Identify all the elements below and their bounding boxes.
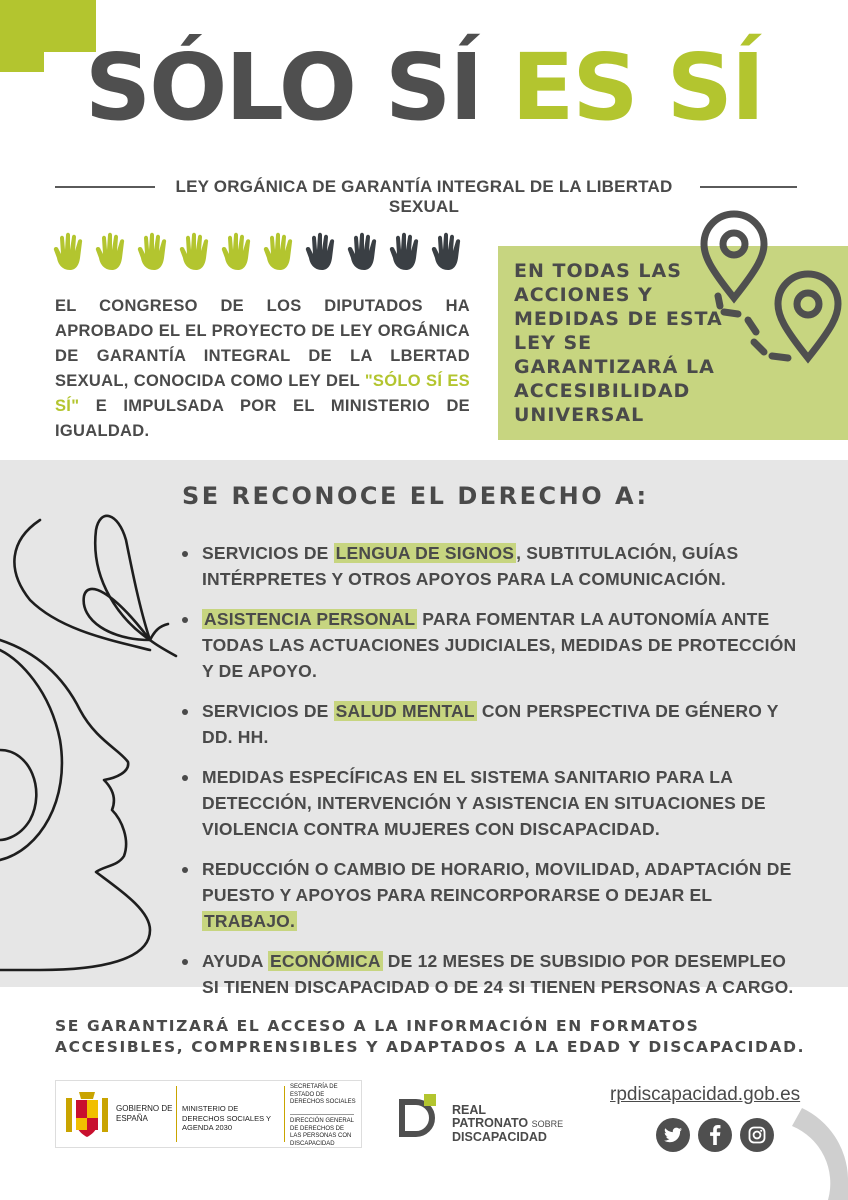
secretaria-label: SECRETARÍA DE ESTADO DE DERECHOS SOCIALES (290, 1084, 356, 1105)
hands-row (50, 232, 464, 272)
right-text: DE 12 MESES DE SUBSIDIO POR DESEMPLEO SI TIENEN DISCAPACIDAD O DE 24 SI TIENEN PERSONAS A CARGO. (202, 951, 794, 997)
right-item-economic-aid (182, 948, 802, 1000)
right-text: PARA FOMENTAR LA AUTONOMÍA ANTE TODAS LAS ACTUACIONES JUDICIALES, MEDIDAS DE PROTECCIÓN Y DE APOYO. (202, 609, 797, 681)
hand-icon (92, 232, 128, 272)
title-part-2: ES SÍ (511, 34, 764, 141)
right-highlight: TRABAJO. (204, 911, 296, 931)
hand-icon (344, 232, 380, 272)
right-text: CON PERSPECTIVA DE GÉNERO Y DD. HH. (202, 701, 779, 747)
right-text: , SUBTITULACIÓN, GUÍAS INTÉRPRETES Y OTROS APOYOS PARA LA COMUNICACIÓN. (202, 543, 739, 589)
website-link[interactable]: rpdiscapacidad.gob.es (610, 1084, 801, 1105)
logo-divider (176, 1086, 177, 1142)
intro-paragraph (55, 294, 470, 444)
intro-text-before: EL CONGRESO DE LOS DIPUTADOS HA APROBADO EL EL PROYECTO DE LEY ORGÁNICA DE GARANTÍA INTEGRAL DE LA LBERTAD SEXUAL, CONOCIDA COMO LEY DEL (55, 297, 470, 390)
coat-of-arms-icon (64, 1090, 110, 1140)
hand-icon (218, 232, 254, 272)
gobierno-label: GOBIERNO DE ESPAÑA (116, 1104, 173, 1123)
real-patronato-logo-icon (398, 1094, 442, 1140)
right-highlight: ECONÓMICA (270, 951, 381, 971)
right-text: MEDIDAS ESPECÍFICAS EN EL SISTEMA SANITARIO PARA LA DETECCIÓN, INTERVENCIÓN Y ASISTENCIA EN SITUACIONES DE VIOLENCIA CONTRA MUJERES CON DISCAPACIDAD. (202, 767, 766, 839)
hand-icon (428, 232, 464, 272)
title-part-1: SÓLO SÍ (84, 34, 482, 141)
twitter-icon[interactable] (656, 1118, 690, 1152)
intro-text-after: E IMPULSADA POR EL MINISTERIO DE IGUALDAD. (55, 397, 470, 440)
right-text: SERVICIOS DE (202, 543, 334, 563)
right-item-mental-health (182, 698, 802, 750)
right-highlight: LENGUA DE SIGNOS (335, 543, 515, 563)
rp-line-2: PATRONATO (452, 1116, 529, 1130)
right-text: SERVICIOS DE (202, 701, 334, 721)
hand-icon (134, 232, 170, 272)
ministerio-label: MINISTERIO DE DERECHOS SOCIALES Y AGENDA 2030 (182, 1104, 271, 1132)
logo-divider (284, 1086, 285, 1142)
hand-icon (302, 232, 338, 272)
real-patronato-name (452, 1104, 572, 1144)
direccion-label: DIRECCIÓN GENERAL DE DERECHOS DE LAS PERSONAS CON DISCAPACIDAD (290, 1118, 354, 1147)
rp-line-1: REAL (452, 1103, 487, 1117)
right-item-personal-assistance (182, 606, 802, 684)
facebook-icon[interactable] (698, 1118, 732, 1152)
accessibility-text: EN TODAS LAS ACCIONES Y MEDIDAS DE ESTA LEY SE GARANTIZARÁ LA ACCESIBILIDAD UNIVERSAL (514, 260, 723, 426)
intro-highlight: "SÓLO SÍ ES SÍ" (55, 372, 470, 415)
face-butterfly-illustration (0, 500, 200, 980)
right-text: AYUDA (202, 951, 269, 971)
hand-icon (386, 232, 422, 272)
footer-note: SE GARANTIZARÁ EL ACCESO A LA INFORMACIÓN EN FORMATOS ACCESIBLES, COMPRENSIBLES Y ADAPTADOS A LA EDAD Y DISCAPACIDAD. (55, 1017, 806, 1056)
right-highlight: SALUD MENTAL (335, 701, 475, 721)
rights-list (182, 540, 802, 1014)
decorative-arc (742, 1108, 848, 1200)
page-title (0, 34, 848, 141)
subtitle-rule-left (55, 186, 155, 188)
rp-sobre: SOBRE (531, 1119, 564, 1129)
right-item-sign-language (182, 540, 802, 592)
hand-icon (50, 232, 86, 272)
label-divider (290, 1114, 354, 1115)
right-item-work (182, 856, 802, 934)
right-highlight: ASISTENCIA PERSONAL (204, 609, 416, 629)
right-text: REDUCCIÓN O CAMBIO DE HORARIO, MOVILIDAD, ADAPTACIÓN DE PUESTO Y APOYOS PARA REINCORPORARSE O DEJAR EL (202, 859, 792, 905)
rp-line-3: DISCAPACIDAD (452, 1130, 547, 1144)
rights-title: SE RECONOCE EL DERECHO A: (182, 482, 649, 510)
right-item-health-system (182, 764, 802, 842)
hand-icon (260, 232, 296, 272)
subtitle-rule-right (700, 186, 797, 188)
hand-icon (176, 232, 212, 272)
subtitle: LEY ORGÁNICA DE GARANTÍA INTEGRAL DE LA LIBERTAD SEXUAL (175, 177, 673, 216)
